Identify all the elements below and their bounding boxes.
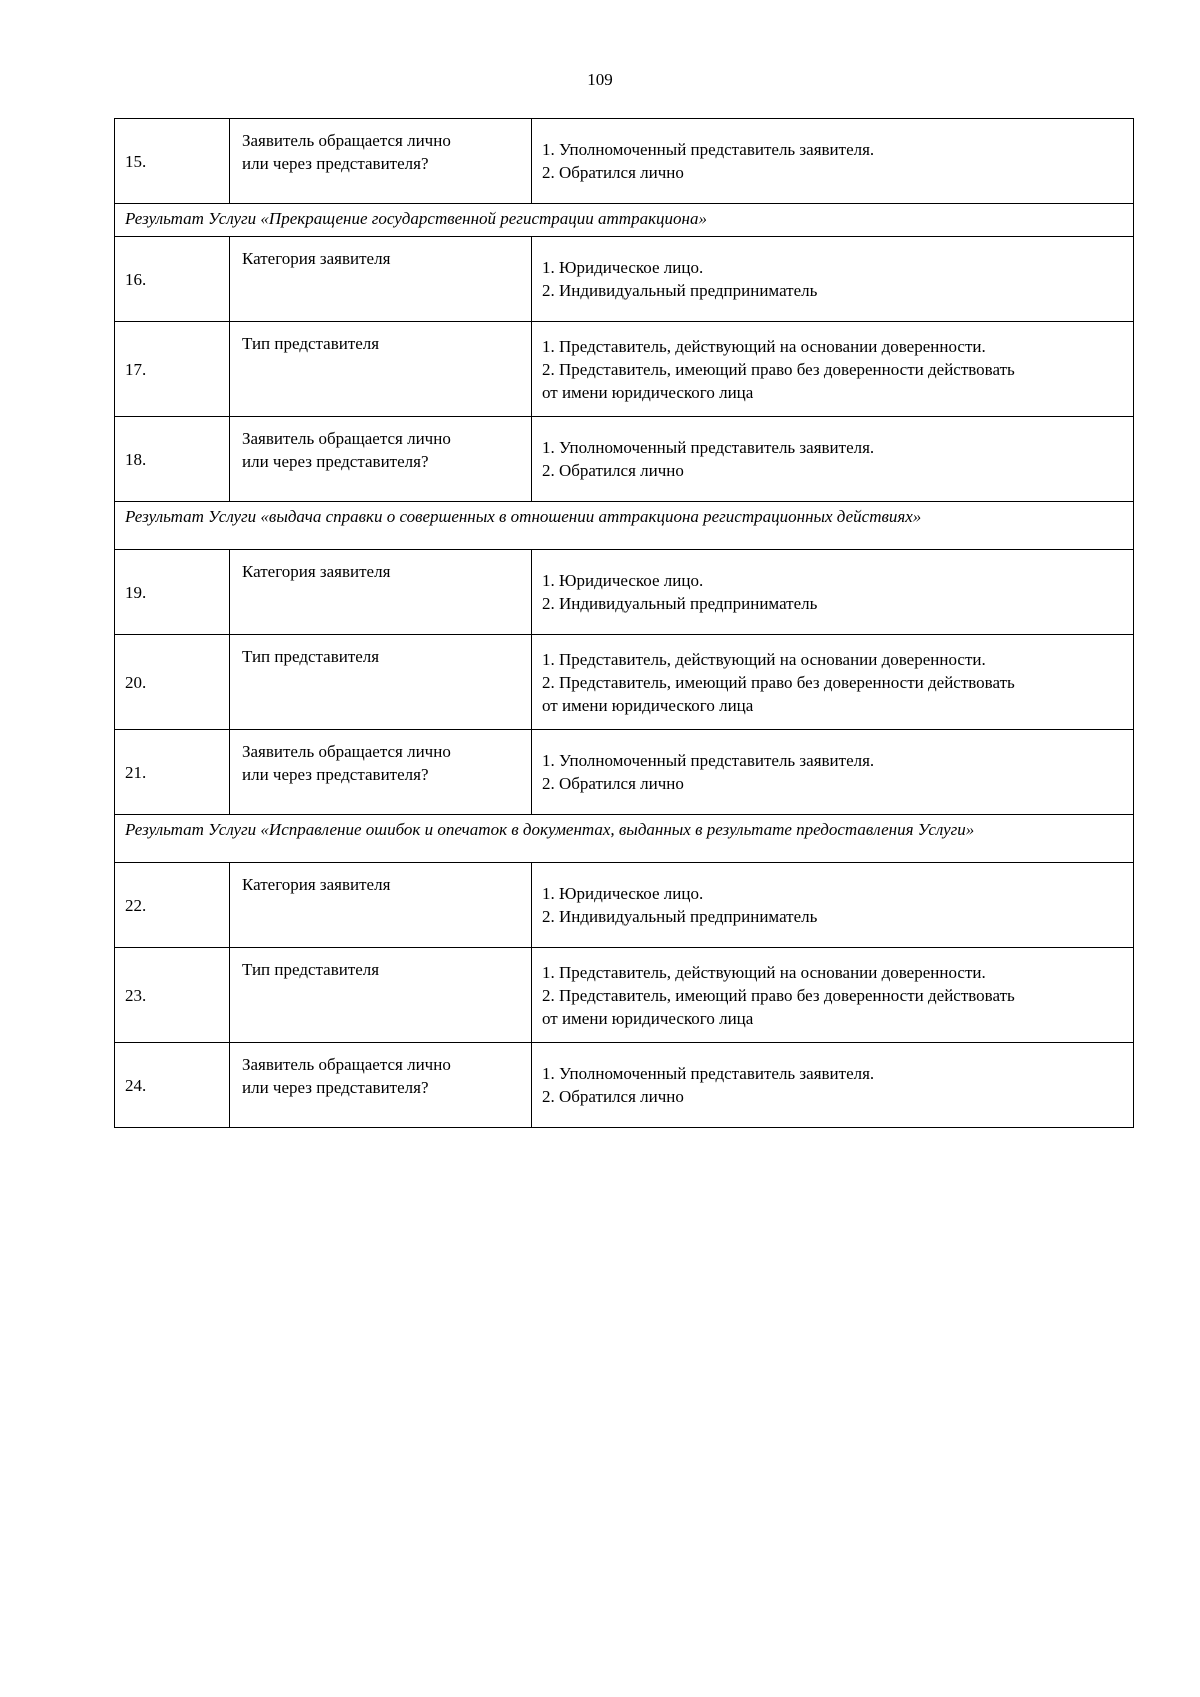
- question-line: или через представителя?: [242, 452, 429, 471]
- table-row: [115, 635, 1134, 730]
- question-line: или через представителя?: [242, 765, 429, 784]
- table-row: [115, 1043, 1134, 1128]
- answer-line: 1. Уполномоченный представитель заявителя.: [542, 140, 875, 159]
- answers-cell: [532, 635, 1134, 730]
- section-title: Результат Услуги «Прекращение государственной регистрации аттракциона»: [115, 204, 1134, 237]
- answer-line: 2. Представитель, имеющий право без доверенности действовать: [542, 359, 1015, 379]
- page-number: 109: [587, 70, 613, 89]
- section-title: Результат Услуги «выдача справки о совершенных в отношении аттракциона регистрационных действиях»: [115, 502, 1134, 550]
- answer-line: 1. Представитель, действующий на основании доверенности.: [542, 962, 986, 982]
- row-number: 18.: [115, 417, 230, 502]
- answer-line: 1. Юридическое лицо.: [542, 258, 704, 277]
- table-row: [115, 730, 1134, 815]
- table-row: [115, 119, 1134, 204]
- question-line: или через представителя?: [242, 154, 429, 173]
- answer-line: 2. Представитель, имеющий право без доверенности действовать: [542, 672, 1015, 692]
- table-row: [115, 322, 1134, 417]
- question-cell: [230, 635, 532, 730]
- row-number: 24.: [115, 1043, 230, 1128]
- question-cell: [230, 119, 532, 204]
- table-row: [115, 417, 1134, 502]
- answer-line: от имени юридического лица: [542, 695, 754, 715]
- question-line: или через представителя?: [242, 1078, 429, 1097]
- document-table: [114, 118, 1134, 1128]
- question-line: Тип представителя: [242, 334, 380, 353]
- question-cell: [230, 730, 532, 815]
- row-number: 21.: [115, 730, 230, 815]
- answer-line: от имени юридического лица: [542, 382, 754, 402]
- answers-cell: [532, 322, 1134, 417]
- document-table-wrapper: [114, 118, 1133, 1128]
- question-line: Категория заявителя: [242, 875, 391, 894]
- answer-line: 1. Юридическое лицо.: [542, 884, 704, 903]
- row-number: 19.: [115, 550, 230, 635]
- question-cell: [230, 1043, 532, 1128]
- question-cell: [230, 863, 532, 948]
- answer-line: 2. Обратился лично: [542, 774, 684, 793]
- table-row: [115, 863, 1134, 948]
- answers-cell: [532, 863, 1134, 948]
- answers-cell: [532, 1043, 1134, 1128]
- row-number: 20.: [115, 635, 230, 730]
- question-line: Категория заявителя: [242, 562, 391, 581]
- answer-line: 2. Индивидуальный предприниматель: [542, 907, 818, 926]
- question-cell: [230, 550, 532, 635]
- row-number: 17.: [115, 322, 230, 417]
- answer-line: 2. Представитель, имеющий право без доверенности действовать: [542, 985, 1015, 1005]
- answers-cell: [532, 237, 1134, 322]
- answer-line: 2. Обратился лично: [542, 461, 684, 480]
- answers-cell: [532, 550, 1134, 635]
- question-line: Заявитель обращается лично: [242, 1055, 451, 1074]
- question-line: Заявитель обращается лично: [242, 429, 451, 448]
- answers-cell: [532, 948, 1134, 1043]
- answer-line: 1. Уполномоченный представитель заявителя.: [542, 1064, 875, 1083]
- question-line: Тип представителя: [242, 960, 380, 979]
- section-header-row: [115, 204, 1134, 237]
- section-header-row: [115, 815, 1134, 863]
- table-row: [115, 237, 1134, 322]
- answer-line: 1. Уполномоченный представитель заявителя.: [542, 751, 875, 770]
- answers-cell: [532, 417, 1134, 502]
- answer-line: 1. Уполномоченный представитель заявителя.: [542, 438, 875, 457]
- answers-cell: [532, 730, 1134, 815]
- question-cell: [230, 948, 532, 1043]
- answer-line: от имени юридического лица: [542, 1008, 754, 1028]
- question-cell: [230, 237, 532, 322]
- table-row: [115, 948, 1134, 1043]
- section-header-row: [115, 502, 1134, 550]
- question-line: Тип представителя: [242, 647, 380, 666]
- section-title: Результат Услуги «Исправление ошибок и опечаток в документах, выданных в результате предоставления Услуги»: [115, 815, 1134, 863]
- answer-line: 1. Юридическое лицо.: [542, 571, 704, 590]
- row-number: 15.: [115, 119, 230, 204]
- question-line: Категория заявителя: [242, 249, 391, 268]
- table-row: [115, 550, 1134, 635]
- answer-line: 2. Обратился лично: [542, 1087, 684, 1106]
- question-cell: [230, 322, 532, 417]
- row-number: 23.: [115, 948, 230, 1043]
- answers-cell: [532, 119, 1134, 204]
- answer-line: 1. Представитель, действующий на основании доверенности.: [542, 649, 986, 669]
- answer-line: 1. Представитель, действующий на основании доверенности.: [542, 336, 986, 356]
- answer-line: 2. Обратился лично: [542, 163, 684, 182]
- answer-line: 2. Индивидуальный предприниматель: [542, 281, 818, 300]
- question-cell: [230, 417, 532, 502]
- question-line: Заявитель обращается лично: [242, 131, 451, 150]
- row-number: 16.: [115, 237, 230, 322]
- answer-line: 2. Индивидуальный предприниматель: [542, 594, 818, 613]
- row-number: 22.: [115, 863, 230, 948]
- question-line: Заявитель обращается лично: [242, 742, 451, 761]
- table-body: [115, 119, 1134, 1128]
